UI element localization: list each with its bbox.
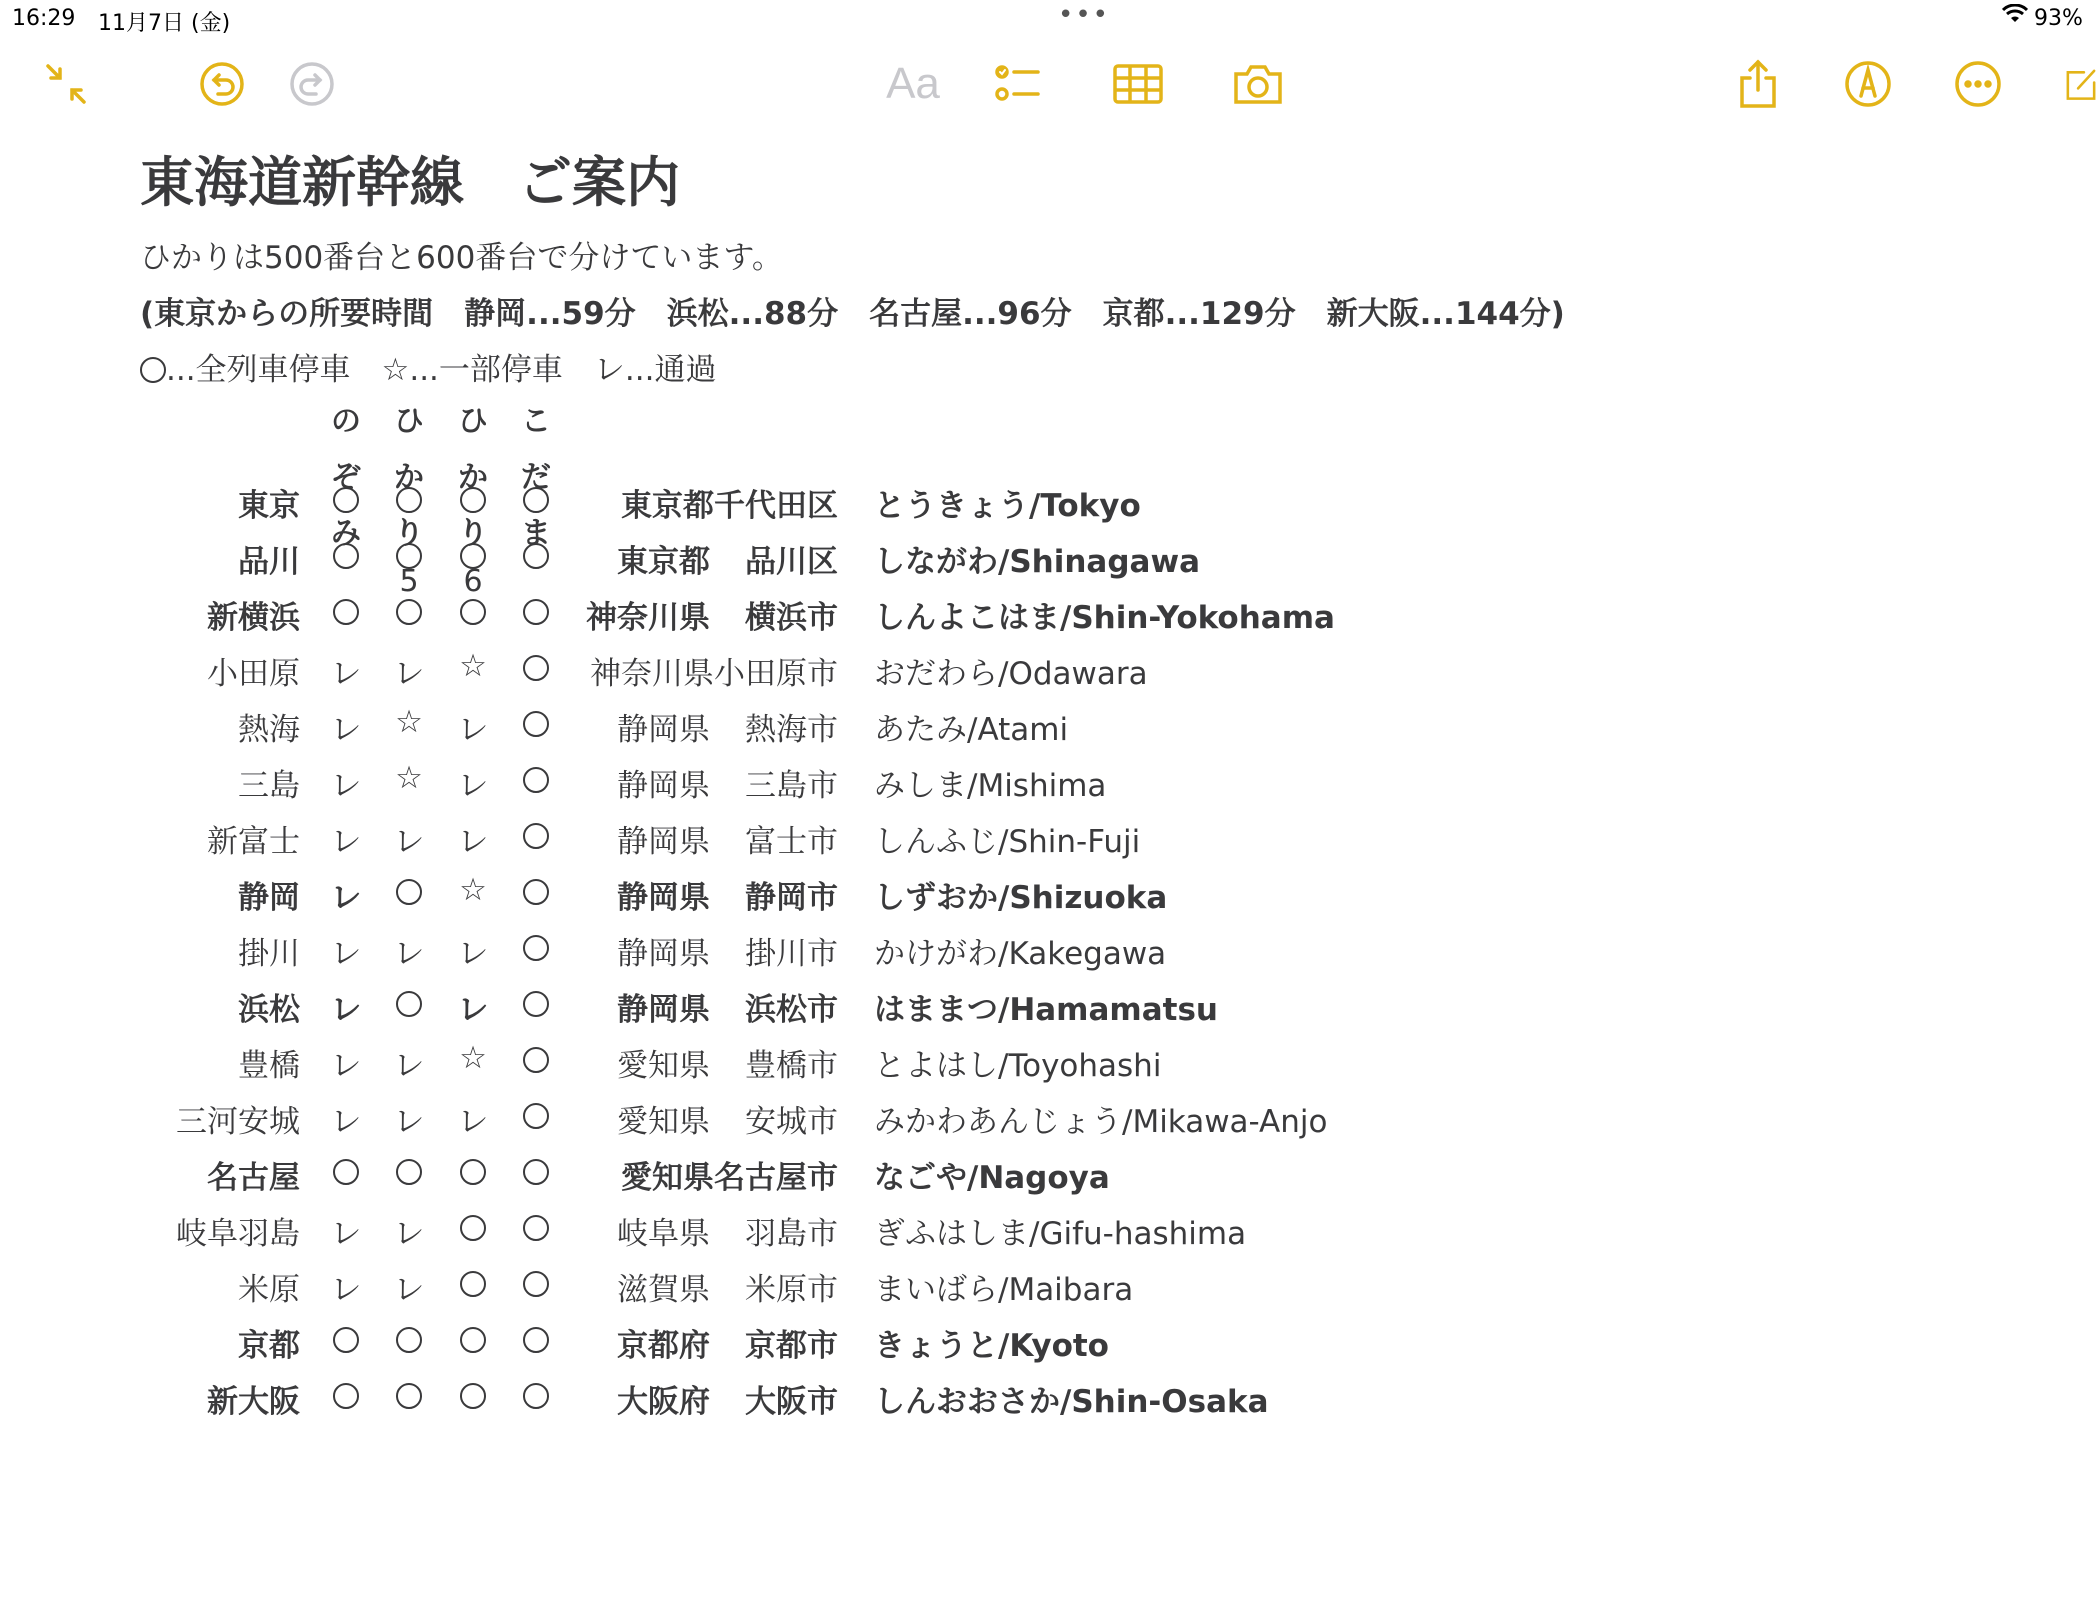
station-city: 大阪市 — [745, 1384, 838, 1420]
station-name: 静岡 — [238, 880, 300, 916]
pass-mark: レ — [457, 992, 489, 1028]
station-city: 安城市 — [745, 1104, 838, 1140]
station-reading: ぎふはしま/Gifu-hashima — [874, 1216, 1247, 1252]
station-reading: みかわあんじょう/Mikawa-Anjo — [874, 1104, 1328, 1140]
station-name: 京都 — [238, 1328, 300, 1364]
stop-circle-icon — [445, 592, 501, 628]
pass-mark: レ — [393, 1216, 425, 1252]
station-name: 米原 — [238, 1272, 300, 1308]
station-row — [140, 760, 1540, 816]
station-city: 静岡市 — [745, 880, 838, 916]
redo-icon[interactable] — [280, 52, 344, 116]
station-row — [140, 1096, 1540, 1152]
station-row — [140, 1208, 1540, 1264]
station-row — [140, 648, 1540, 704]
station-prefecture: 東京都千代田区 — [621, 488, 838, 524]
station-reading: あたみ/Atami — [874, 712, 1069, 748]
station-name: 小田原 — [207, 656, 300, 692]
pass-mark: レ — [330, 712, 362, 748]
compose-icon[interactable] — [2056, 52, 2100, 116]
stop-circle-icon — [381, 1376, 437, 1412]
station-name: 三島 — [238, 768, 300, 804]
station-prefecture: 愛知県名古屋市 — [621, 1160, 838, 1196]
stop-circle-icon — [318, 1320, 374, 1356]
station-prefecture: 静岡県 — [617, 936, 710, 972]
station-row — [140, 1376, 1540, 1432]
header-char: こ — [521, 404, 551, 439]
station-reading: きょうと/Kyoto — [874, 1328, 1109, 1364]
station-prefecture: 静岡県 — [617, 880, 710, 916]
header-char: の — [331, 404, 361, 439]
station-city: 横浜市 — [745, 600, 838, 636]
station-name: 新大阪 — [207, 1384, 300, 1420]
header-char: ぞ — [331, 460, 361, 495]
header-char: か — [458, 460, 488, 495]
station-reading: しながわ/Shinagawa — [874, 544, 1200, 580]
station-prefecture: 滋賀県 — [617, 1272, 710, 1308]
station-reading: みしま/Mishima — [874, 768, 1107, 804]
station-reading: おだわら/Odawara — [874, 656, 1148, 692]
station-city: 京都市 — [745, 1328, 838, 1364]
station-city: 米原市 — [745, 1272, 838, 1308]
status-time: 16:29 — [12, 6, 76, 31]
header-char: ひ — [458, 404, 488, 439]
pass-mark: レ — [330, 1272, 362, 1308]
stop-circle-icon — [381, 536, 437, 572]
station-name: 新横浜 — [207, 600, 300, 636]
station-prefecture: 静岡県 — [617, 992, 710, 1028]
station-name: 掛川 — [238, 936, 300, 972]
header-char: ま — [521, 516, 551, 551]
pass-mark: レ — [330, 936, 362, 972]
station-city: 熱海市 — [745, 712, 838, 748]
stop-circle-icon — [318, 1376, 374, 1412]
stop-circle-icon — [508, 648, 564, 684]
station-city: 浜松市 — [745, 992, 838, 1028]
more-icon[interactable] — [1946, 52, 2010, 116]
stop-circle-icon — [508, 480, 564, 516]
station-name: 浜松 — [238, 992, 300, 1028]
station-name: 新富士 — [207, 824, 300, 860]
pass-mark: レ — [457, 712, 489, 748]
station-name: 豊橋 — [238, 1048, 300, 1084]
station-name: 三河安城 — [176, 1104, 300, 1140]
stop-circle-icon — [445, 1152, 501, 1188]
header-char: り — [458, 516, 488, 551]
station-row — [140, 1040, 1540, 1096]
pass-mark: レ — [330, 1104, 362, 1140]
share-icon[interactable] — [1726, 52, 1790, 116]
wifi-icon — [2002, 4, 2028, 30]
station-row — [140, 480, 1540, 536]
station-city: 豊橋市 — [745, 1048, 838, 1084]
pass-mark: レ — [393, 1272, 425, 1308]
table-icon[interactable] — [1106, 52, 1170, 116]
station-reading: はままつ/Hamamatsu — [874, 992, 1218, 1028]
station-city: 品川区 — [745, 544, 838, 580]
header-number: 5 — [399, 564, 419, 599]
station-prefecture: 神奈川県 — [586, 600, 710, 636]
station-city: 羽島市 — [745, 1216, 838, 1252]
station-row — [140, 1320, 1540, 1376]
stop-circle-icon — [318, 1152, 374, 1188]
header-char: ひ — [394, 404, 424, 439]
station-city: 三島市 — [745, 768, 838, 804]
multitasking-dots[interactable]: ••• — [1058, 0, 1111, 30]
stop-circle-icon — [445, 480, 501, 516]
header-number: 6 — [463, 564, 483, 599]
station-reading: しんおおさか/Shin-Osaka — [874, 1384, 1269, 1420]
format-text-icon[interactable]: Aa — [886, 59, 940, 108]
pass-mark: レ — [457, 1104, 489, 1140]
markup-icon[interactable] — [1836, 52, 1900, 116]
station-row — [140, 816, 1540, 872]
pass-mark: レ — [330, 824, 362, 860]
station-row — [140, 984, 1540, 1040]
station-name: 東京 — [238, 488, 300, 524]
stop-circle-icon — [318, 592, 374, 628]
station-reading: なごや/Nagoya — [874, 1160, 1110, 1196]
partial-stop-mark: ☆ — [395, 760, 423, 796]
station-reading: しずおか/Shizuoka — [874, 880, 1168, 916]
stop-circle-icon — [318, 480, 374, 516]
note-title: 東海道新幹線 ご案内 — [140, 151, 680, 214]
note-line-1: ひかりは500番台と600番台で分けています。 — [140, 240, 783, 276]
station-prefecture: 愛知県 — [617, 1048, 710, 1084]
station-reading: しんふじ/Shin-Fuji — [874, 824, 1141, 860]
header-char: り — [394, 516, 424, 551]
partial-stop-mark: ☆ — [395, 704, 423, 740]
legend-line — [140, 344, 716, 389]
station-name: 熱海 — [238, 712, 300, 748]
station-prefecture: 静岡県 — [617, 768, 710, 804]
undo-icon[interactable] — [190, 52, 254, 116]
pass-mark: レ — [393, 936, 425, 972]
station-city: 掛川市 — [745, 936, 838, 972]
station-row — [140, 1264, 1540, 1320]
collapse-icon[interactable] — [34, 52, 98, 116]
station-row — [140, 536, 1540, 592]
stop-circle-icon — [381, 1152, 437, 1188]
toolbar — [0, 52, 2100, 132]
station-reading: かけがわ/Kakegawa — [874, 936, 1167, 972]
pass-mark: レ — [330, 992, 362, 1028]
partial-stop-mark: ☆ — [459, 872, 487, 908]
battery-percent: 93% — [2034, 6, 2083, 31]
stop-circle-icon — [140, 357, 166, 383]
status-bar — [0, 0, 2100, 40]
camera-icon[interactable] — [1226, 52, 1290, 116]
station-prefecture: 岐阜県 — [617, 1216, 710, 1252]
station-prefecture: 神奈川県小田原市 — [590, 656, 838, 692]
pass-mark: レ — [393, 1048, 425, 1084]
pass-mark: レ — [330, 656, 362, 692]
pass-mark: レ — [393, 824, 425, 860]
station-reading: とうきょう/Tokyo — [874, 488, 1141, 524]
station-prefecture: 東京都 — [617, 544, 710, 580]
pass-mark: レ — [457, 824, 489, 860]
station-name: 岐阜羽島 — [176, 1216, 300, 1252]
station-row — [140, 928, 1540, 984]
station-name: 品川 — [238, 544, 300, 580]
stop-circle-icon — [381, 592, 437, 628]
legend-text: ...全列車停車 ☆...一部停車 レ...通過 — [166, 352, 717, 388]
station-row — [140, 1152, 1540, 1208]
stop-circle-icon — [445, 1208, 501, 1244]
pass-mark: レ — [393, 1104, 425, 1140]
station-prefecture: 大阪府 — [617, 1384, 710, 1420]
stop-circle-icon — [445, 536, 501, 572]
partial-stop-mark: ☆ — [459, 1040, 487, 1076]
stop-circle-icon — [381, 872, 437, 908]
stop-circle-icon — [445, 1320, 501, 1356]
station-row — [140, 592, 1540, 648]
partial-stop-mark: ☆ — [459, 648, 487, 684]
station-prefecture: 京都府 — [617, 1328, 710, 1364]
station-prefecture: 静岡県 — [617, 824, 710, 860]
pass-mark: レ — [330, 1048, 362, 1084]
station-row — [140, 704, 1540, 760]
station-prefecture: 静岡県 — [617, 712, 710, 748]
station-name: 名古屋 — [207, 1160, 300, 1196]
note-line-2: (東京からの所要時間 静岡...59分 浜松...88分 名古屋...96分 京都...129分 新大阪...144分) — [140, 296, 1565, 332]
station-reading: まいばら/Maibara — [874, 1272, 1134, 1308]
status-date: 11月7日 (金) — [98, 11, 231, 36]
header-char: み — [331, 516, 361, 551]
station-city: 富士市 — [745, 824, 838, 860]
pass-mark: レ — [457, 936, 489, 972]
station-reading: とよはし/Toyohashi — [874, 1048, 1162, 1084]
pass-mark: レ — [393, 656, 425, 692]
station-reading: しんよこはま/Shin-Yokohama — [874, 600, 1335, 636]
pass-mark: レ — [330, 1216, 362, 1252]
stop-circle-icon — [381, 984, 437, 1020]
header-char: か — [394, 460, 424, 495]
pass-mark: レ — [457, 768, 489, 804]
stop-circle-icon — [381, 1320, 437, 1356]
station-prefecture: 愛知県 — [617, 1104, 710, 1140]
stop-circle-icon — [445, 1264, 501, 1300]
station-row — [140, 872, 1540, 928]
pass-mark: レ — [330, 768, 362, 804]
stop-circle-icon — [445, 1376, 501, 1412]
header-char: だ — [521, 460, 551, 495]
pass-mark: レ — [330, 880, 362, 916]
stop-circle-icon — [508, 1152, 564, 1188]
stop-circle-icon — [318, 536, 374, 572]
checklist-icon[interactable] — [986, 52, 1050, 116]
stop-circle-icon — [381, 480, 437, 516]
